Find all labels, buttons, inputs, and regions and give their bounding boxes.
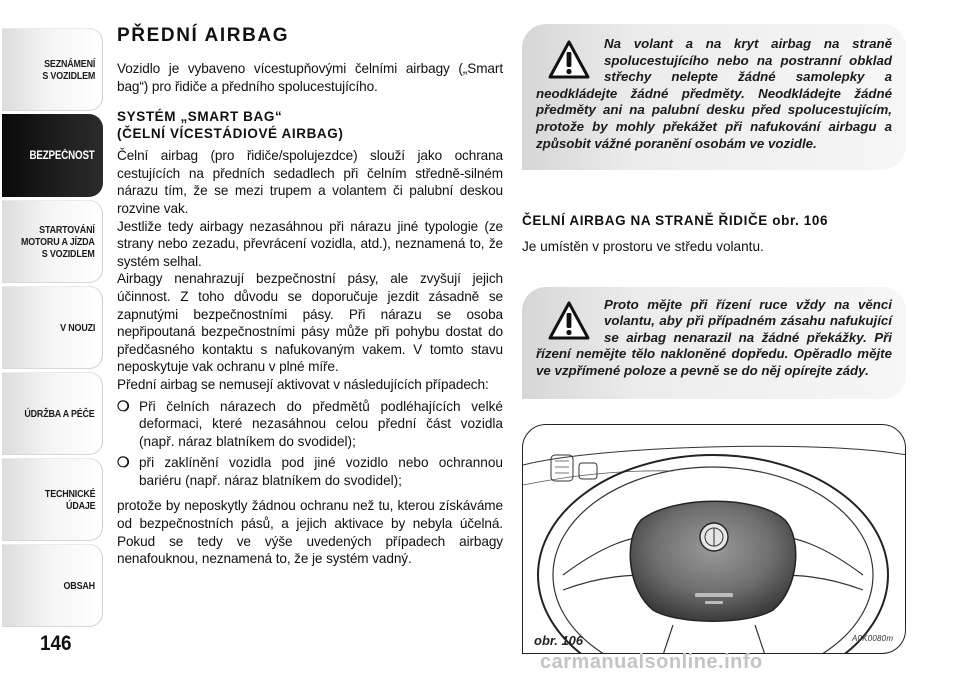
paragraph-5: protože by neposkytly žádnou ochranu než tu, kterou získáváme od bezpečnostních pásů, a jejich aktivace by nebyla účelná. Pokud se tedy ve výše uvedených případech airbagy nenafouknou, neznamená to, že je systém vadný. (117, 498, 503, 567)
watermark: carmanualsonline.info (540, 651, 763, 673)
paragraph-4: Přední airbag se nemusejí aktivovat v následujících případech: (117, 376, 489, 392)
figure-code: A0K0080m (852, 634, 894, 643)
steering-wheel-figure (522, 424, 906, 654)
warning-box-1 (522, 24, 906, 170)
intro-paragraph: Vozidlo je vybaveno vícestupňovými čelními airbagy („Smart bag“) pro řidiče a předního spolucestujícího. (117, 61, 503, 94)
steering-wheel-illustration (523, 425, 906, 654)
tab-5[interactable] (2, 458, 103, 541)
driver-airbag-heading: ČELNÍ AIRBAG NA STRANĚ ŘIDIČE obr. 106 (522, 213, 829, 228)
list-item (117, 454, 503, 489)
subtitle-line-1: SYSTÉM „SMART BAG“ (117, 109, 283, 125)
tab-label: TECHNICKÉ ÚDAJE (44, 487, 95, 512)
bullet-text: při zaklínění vozidla pod jiné vozidlo nebo ochrannou bariéru (např. náraz blatníkem do svodidel); (139, 455, 503, 488)
list-item (117, 398, 503, 451)
bullet-circle-icon: ❍ (117, 397, 130, 414)
warning-text-2: Proto mějte při řízení ruce vždy na věnci volantu, aby při případném zásahu nafukující se airbag nenarazil na žádné překážky. Při řízení nemějte tělo nakloněné dopředu. Opěradlo mějte ve vzpřímené poloze a pevně se do něj opírejte zády. (536, 296, 892, 378)
paragraph-2: Jestliže tedy airbagy nezasáhnou při nárazu jiné typologie (ze strany nebo zezadu, převrácení vozidla, atd.), neznamená to, že systém selhal. (117, 218, 503, 269)
right-column (522, 24, 906, 399)
tab-0[interactable] (2, 28, 103, 111)
bullet-circle-icon: ❍ (117, 454, 130, 471)
page-number: 146 (40, 632, 72, 655)
driver-airbag-text: Je umístěn v prostoru ve středu volantu. (522, 239, 764, 254)
tab-label: ÚDRŽBA A PÉČE (24, 407, 95, 420)
tab-label: BEZPEČNOST (29, 149, 95, 162)
tab-label: STARTOVÁNÍ MOTORU A JÍZDA S VOZIDLEM (21, 223, 95, 260)
warning-triangle-icon (548, 40, 590, 80)
warning-text-1: Na volant a na kryt airbag na straně spolucestujícího nebo na postranní obklad střechy nelepte žádné samolepky a neodkládejte žádné předměty. Neodkládejte žádné předměty ani na palubní desku před spolucestujícím, protože by mohly překážet při nafukování airbagu a způsobit vážné poranění osobám ve vozidle. (536, 36, 892, 151)
tab-6[interactable] (2, 544, 103, 627)
section-title: PŘEDNÍ AIRBAG (117, 25, 290, 46)
tab-1[interactable] (2, 114, 103, 197)
tab-3[interactable] (2, 286, 103, 369)
subtitle-line-2: (ČELNÍ VÍCESTÁDIOVÉ AIRBAG) (117, 126, 344, 142)
left-column (117, 24, 503, 568)
tab-2[interactable] (2, 200, 103, 283)
tab-label: V NOUZI (59, 321, 95, 334)
subsection-title (117, 108, 503, 142)
paragraph-3: Airbagy nenahrazují bezpečnostní pásy, ale zvyšují jejich účinnost. Z toho důvodu se doporučuje jezdit zásadně se zapnutými bezpečnostními pásy. Při nárazu se osoba nepřipoutaná bezpečnostními pásy může při pohybu dostat do předčasného kontaktu s nafukovaným vakem. V tomto stavu neposkytuje vak ochranu v plné míře. (117, 271, 503, 375)
section-tabs (2, 28, 103, 630)
tab-4[interactable] (2, 372, 103, 455)
warning-triangle-icon (548, 301, 590, 341)
paragraph-1: Čelní airbag (pro řidiče/spolujezdce) slouží jako ochrana cestujících na předních sedadlech při čelním středně-silném nárazu tím, že se mezi trupem a volantem či palubní deskou rozvine vak. (117, 148, 503, 216)
warning-box-2 (522, 287, 906, 399)
tab-label: OBSAH (63, 579, 95, 592)
tab-label: SEZNÁMENÍ S VOZIDLEM (42, 57, 95, 82)
figure-caption: obr. 106 (534, 633, 584, 648)
bullet-text: Při čelních nárazech do předmětů podléhajících velké deformaci, které nezasáhnou celou přední část vozidla (např. náraz blatníkem do svodidel); (139, 398, 503, 449)
